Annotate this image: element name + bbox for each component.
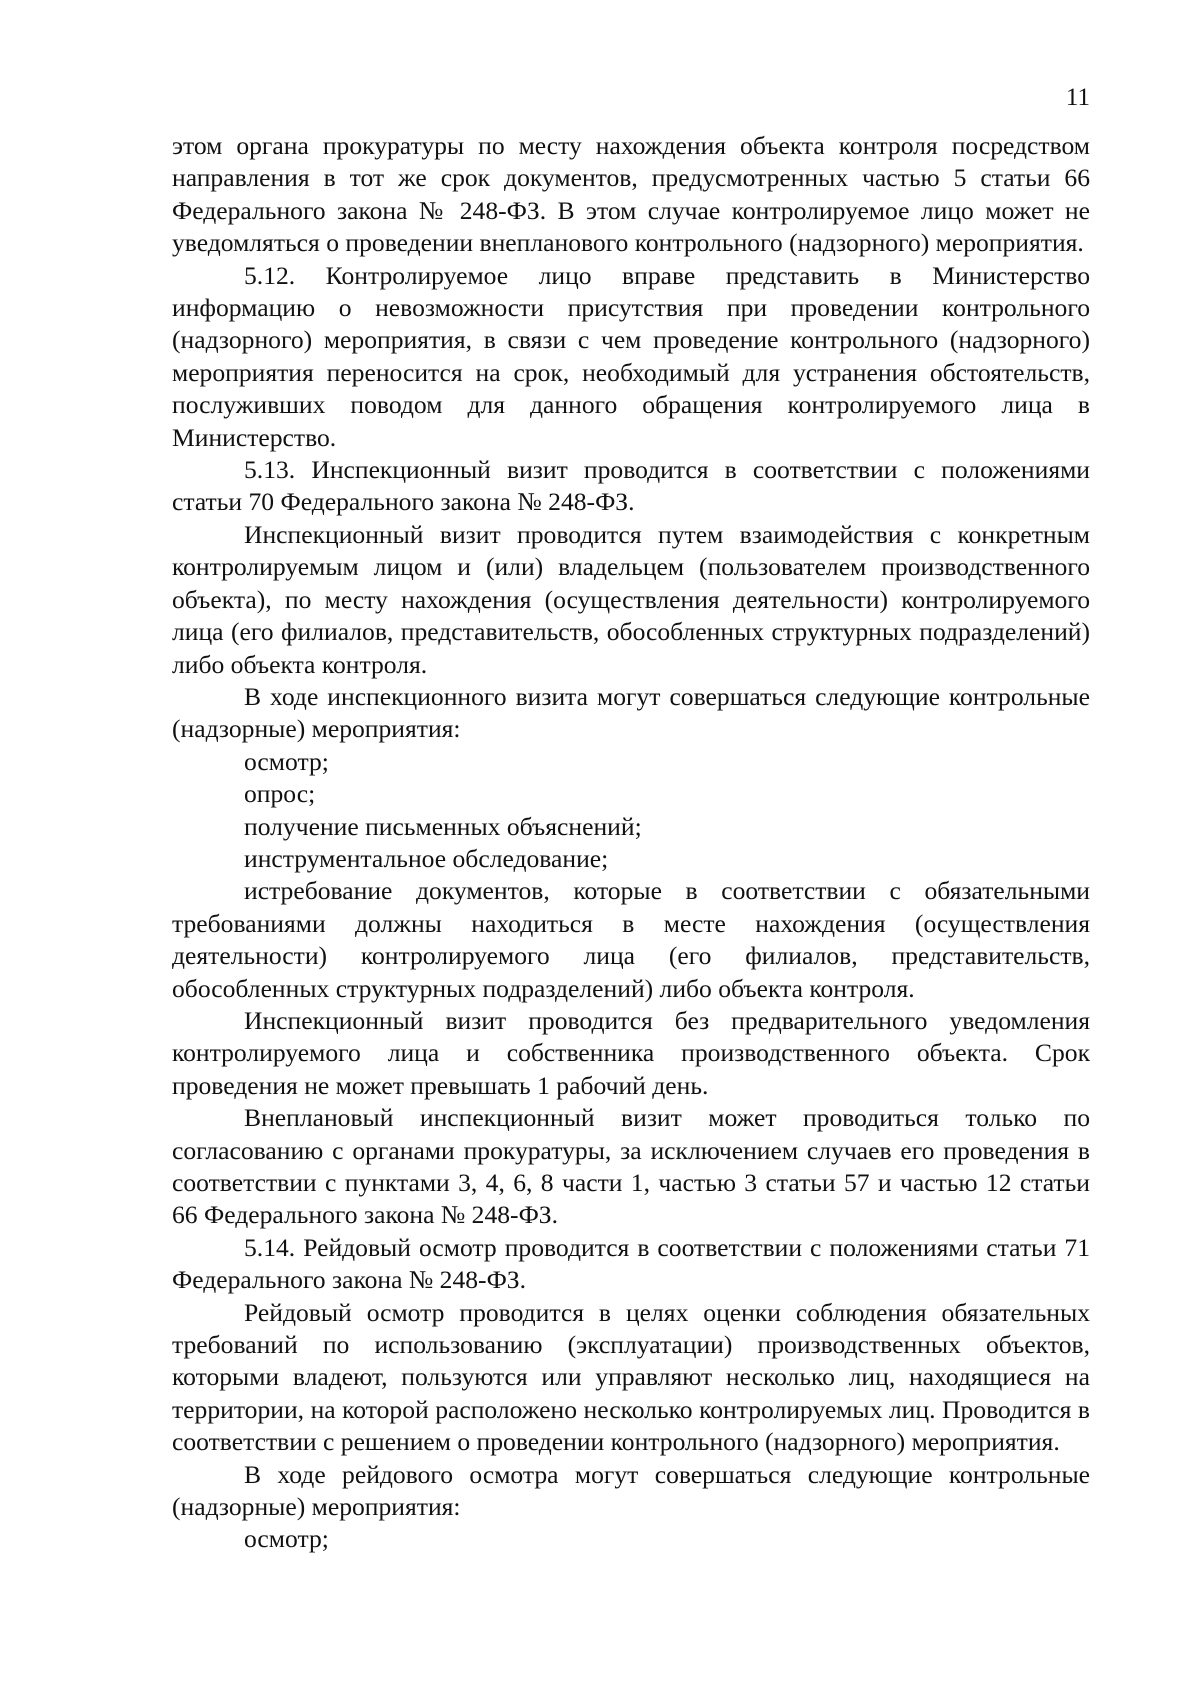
list-item-inspection-raid: осмотр; xyxy=(244,1524,329,1554)
paragraph-raid-inspection-purpose: Рейдовый осмотр проводится в целях оценки соблюдения обязательных требований по использованию (эксплуатации) производственных объектов, которыми владеют, пользуются или управляют несколько лиц, находящиеся на территории, на которой расположено несколько контролируемых лиц. Проводится в соответствии с решением о проведении контрольного (надзорного) мероприятия. xyxy=(172,1297,1090,1457)
paragraph-unscheduled-visit: Внеплановый инспекционный визит может проводиться только по согласованию с органами прокуратуры, за исключением случаев его проведения в соответствии с пунктами 3, 4, 6, 8 части 1, частью 3 статьи 57 и частью 12 статьи 66 Федерального закона № 248-ФЗ. xyxy=(172,1103,1090,1230)
paragraph-continuation: этом органа прокуратуры по месту нахождения объекта контроля посредством направления в тот же срок документов, предусмотренных частью 5 статьи 66 Федерального закона № 248-ФЗ. В этом случае контролируемое лицо может не уведомляться о проведении внепланового контрольного (надзорного) мероприятия. xyxy=(172,131,1090,258)
paragraph-inspection-visit-interaction: Инспекционный визит проводится путем взаимодействия с конкретным контролируемым лицом и (или) владельцем (пользователем производственного объекта), по месту нахождения (осуществления деятельности) контролируемого лица (его филиалов, представительств, обособленных структурных подразделений) либо объекта контроля. xyxy=(172,519,1090,679)
list-item-document-request: истребование документов, которые в соответствии с обязательными требованиями должны находиться в месте нахождения (осуществления деятельности) контролируемого лица (его филиалов, представительств, обособленных структурных подразделений) либо объекта контроля. xyxy=(172,876,1090,1003)
paragraph-inspection-visit-actions-intro: В ходе инспекционного визита могут совершаться следующие контрольные (надзорные) мероприятия: xyxy=(172,681,1090,744)
list-item-instrumental-examination: инструментальное обследование; xyxy=(244,843,609,873)
paragraph-raid-inspection-actions-intro: В ходе рейдового осмотра могут совершаться следующие контрольные (надзорные) мероприятия: xyxy=(172,1459,1090,1522)
list-item-survey: опрос; xyxy=(244,779,316,809)
paragraph-5-13: 5.13. Инспекционный визит проводится в соответствии с положениями статьи 70 Федерального закона № 248-ФЗ. xyxy=(172,455,1090,517)
document-body xyxy=(172,130,1090,1556)
page-number: 11 xyxy=(1065,84,1090,111)
list-item-inspection: осмотр; xyxy=(244,746,329,776)
paragraph-5-14: 5.14. Рейдовый осмотр проводится в соответствии с положениями статьи 71 Федерального закона № 248-ФЗ. xyxy=(172,1232,1090,1295)
paragraph-5-12: 5.12. Контролируемое лицо вправе представить в Министерство информацию о невозможности присутствия при проведении контрольного (надзорного) мероприятия, в связи с чем проведение контрольного (надзорного) мероприятия переносится на срок, необходимый для устранения обстоятельств, послуживших поводом для данного обращения контролируемого лица в Министерство. xyxy=(172,260,1090,452)
list-item-written-explanations: получение письменных объяснений; xyxy=(244,811,642,841)
paragraph-no-prior-notice: Инспекционный визит проводится без предварительного уведомления контролируемого лица и собственника производственного объекта. Срок проведения не может превышать 1 рабочий день. xyxy=(172,1005,1090,1100)
